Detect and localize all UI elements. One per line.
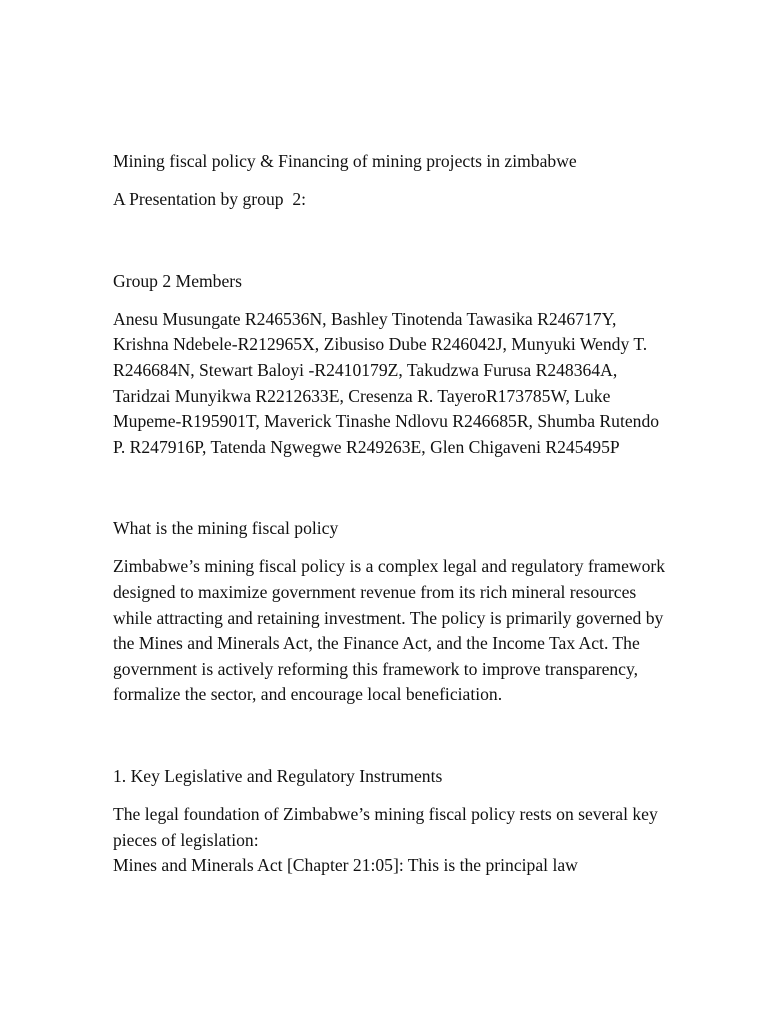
section-what-heading: What is the mining fiscal policy bbox=[113, 518, 339, 539]
section-1-heading: 1. Key Legislative and Regulatory Instruments bbox=[113, 766, 443, 786]
members-heading: Group 2 Members bbox=[113, 270, 242, 291]
members-list: Anesu Musungate R246536N, Bashley Tinotenda Tawasika R246717Y, Krishna Ndebele-R212965X, Zibusiso Dube R246042J, Munyuki Wendy T. R246684N, Stewart Baloyi -R2410179Z, Takudzwa Furusa R248364A, Taridzai Munyikwa R2212633E, Cresenza R. TayeroR173785W, Luke Mupeme-R195901T, Maverick Tinashe Ndlovu R246685R, Shumba Rutendo P. R247916P, Tatenda Ngwegwe R249263E, Glen Chigaveni R245495P bbox=[113, 308, 664, 457]
document-title: Mining fiscal policy & Financing of mining projects in zimbabwe bbox=[113, 151, 577, 171]
document-body bbox=[113, 149, 673, 879]
section-1-body bbox=[113, 802, 673, 879]
document-subtitle: A Presentation by group 2: bbox=[113, 189, 307, 210]
section-1-intro: The legal foundation of Zimbabwe’s mining fiscal policy rests on several key pieces of legislation: bbox=[113, 804, 658, 850]
section-what-body: Zimbabwe’s mining fiscal policy is a complex legal and regulatory framework designed to maximize government revenue from its rich mineral resources while attracting and retaining investment. The policy is primarily governed by the Mines and Minerals Act, the Finance Act, and the Income Tax Act. The government is actively reforming this framework to improve transparency, formalize the sector, and encourage local beneficiation. bbox=[113, 556, 670, 705]
section-1-item: Mines and Minerals Act [Chapter 21:05]: This is the principal law bbox=[113, 855, 578, 876]
